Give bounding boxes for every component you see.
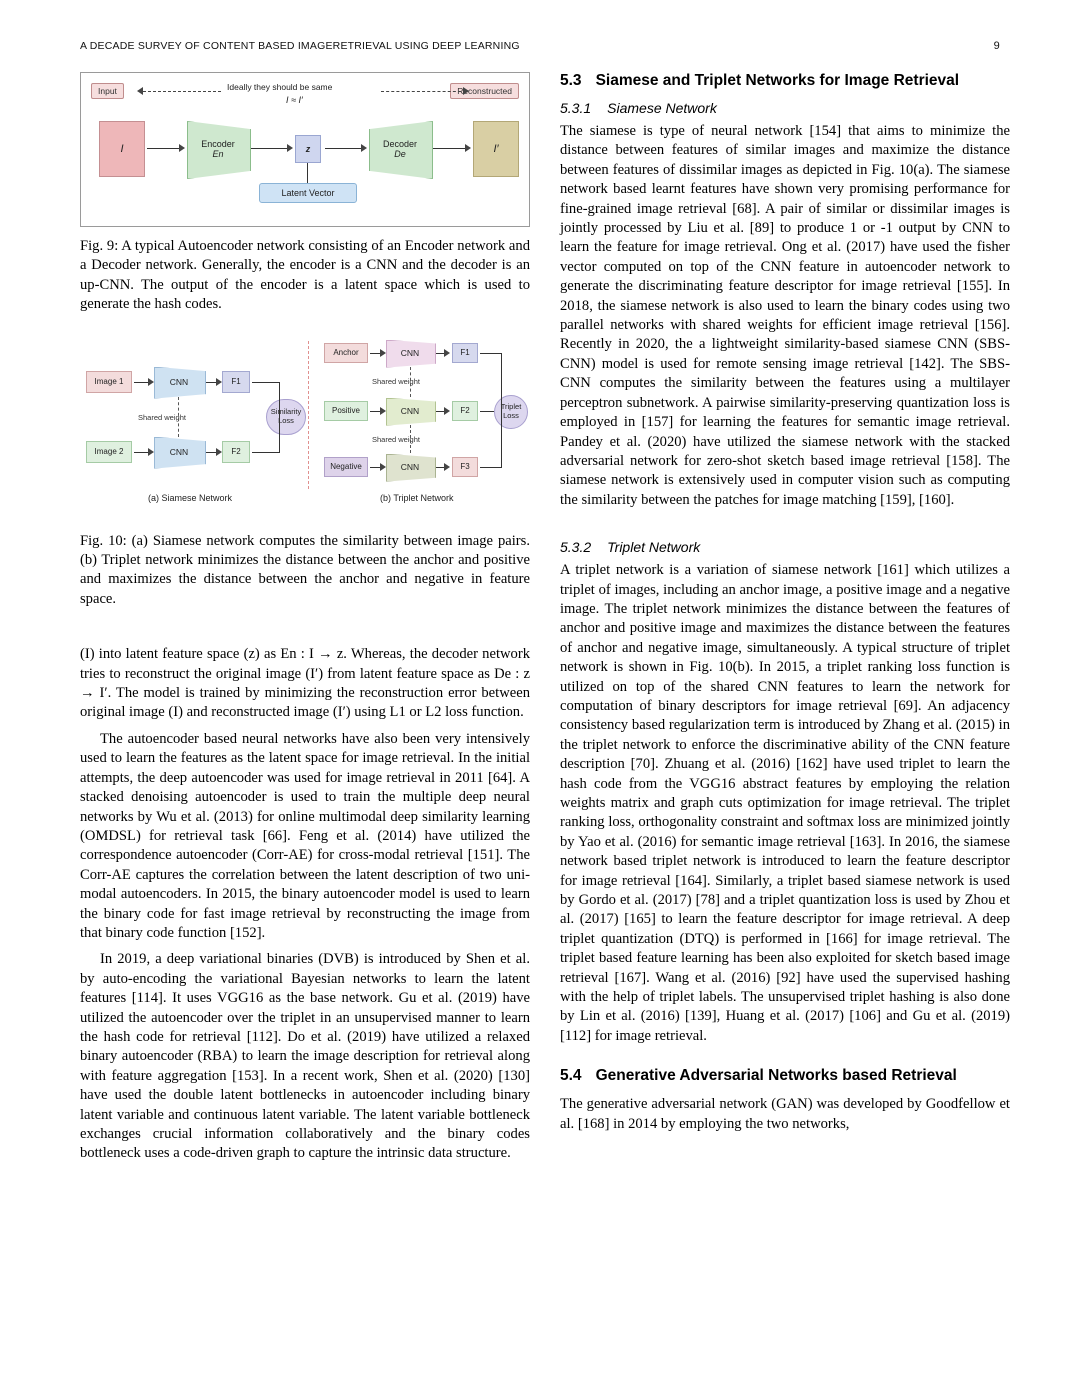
subsection-heading-5-3-1 [560,100,1010,116]
paragraph-triplet: A triplet network is a variation of siamese network [161] which utilizes a triplet of images, including an anchor image, a positive image and a negative image. The triplet network minimizes the distance between the features of anchor and positive image and maximizes the distance between the features of anchor and negative image, simultaneously. A typical structure of triplet network is shown in Fig. 10(b). In 2015, a triplet ranking loss function is utilized on top of the shared CNN features to learn the network for computation of binary descriptors for image retrieval [69]. An adjacency consistency based regularization term is introduced by Zhang et al. (2015) in the triplet network to enforce the discriminative ability of the CNN feature description [70]. Zhuang et al. (2016) [162] have used triplet to learn the hash code from the VGG16 abstract features by employing the relation weights matrix and graph cuts optimization for image retrieval. The triplet ranking loss, orthogonality constraint and softmax loss are minimized jointly by Yao et al. (2016) for semantic image retrieval [163]. In 2016, the siamese network based triplet network is introduced to learn the feature descriptor for image retrieval [164]. Similarly, a triplet based siamese network is used by Gordo et al. (2017) [78] and a triplet quantization loss is used by Zhou et al. (2017) [165] to learn the feature descriptor for image retrieval. A deep triplet quantization (DTQ) is performed in [166] for image retrieval. The triplet based feature learning has been also exploited for sketch based image retrieval [167]. Wang et al. (2016) [92] have used the supervised hashing with the help of triplet labels. The unsupervised triplet hashing is also done by Lin et al. (2016) [139], Huang et al. (2017) [106] and Gu et al. (2019) [112] for image retrieval. [560,562,1010,1044]
fig10-triplet-cnn3-label: CNN [400,461,420,472]
fig10-line-f1-loss [480,353,502,354]
section-5-3-number: 5.3 [560,72,582,89]
fig10-arrow-anchor-cnn [380,349,386,357]
fig9-encoder-label [187,131,249,167]
page-number: 9 [993,40,1000,52]
paragraph-autoencoder-math: (I) into latent feature space (z) as En : I → z. Whereas, the decoder network tries to reconstruct the original image (I′) from latent feature space as De : z → I′. The model is trained by minimizing the reconstruction error between original image (I) and reconstructed image (I′) using L1 or L2 loss function. [80,646,530,721]
fig10-triplet-f2-box: F2 [452,401,478,421]
fig10-similarity-loss-node [266,399,306,435]
fig10-triplet-f1-box: F1 [452,343,478,363]
fig10-triplet-loss-line1: Triplet [500,402,522,411]
paragraph-gan: The generative adversarial network (GAN) was developed by Goodfellow et al. [168] in 2014 by employing the two networks, [560,1096,1010,1132]
section-heading-5-3 [560,72,1010,90]
fig9-arrow-in-encoder-line [147,148,181,149]
fig10-siamese-shared-weight-label: Shared weight [138,412,186,422]
figure-9-caption: Fig. 9: A typical Autoencoder network consisting of an Encoder network and a Decoder network. Generally, the encoder is a CNN and the decoder is an up-CNN. The output of the encoder is a latent space which is used to generate the hash codes. [80,238,530,313]
fig10-divider [308,341,309,489]
right-column [560,72,1010,1171]
fig9-decoder-label [369,131,431,167]
paragraph-siamese: The siamese is type of neural network [154] that aims to minimize the distance between features of similar images and maximize the distance between features of dissimilar images as depicted in Fig. 10(a). The siamese network based learnt features have shown very promising performance for fine-grained image retrieval [68]. A pair of similar or dissimilar images is jointly processed by Liu et al. [89] to produce 1 or -1 output by CNN to learn the feature for image retrieval. Ong et al. (2017) have used the fisher vector computed on top of the CNN feature in autoencoder network to generate the discriminating feature descriptor for image retrieval [155]. In 2018, the siamese network is also used to learn the binary codes using two parallel networks with shared weights for efficient image retrieval [156]. Recently in 2020, the a lightweight similarity-based siamese CNN (SBS-CNN) model is used for remote sensing image retrieval [142]. The SBS-CNN computes the similarity between the features using a multilayer perceptron subnetwork. A pairwise similarity-preserving quantization loss is employed in [157] for learning the features for semantic image retrieval. Pandey et al. (2020) have utilized the siamese network with the stacked adversarial network for zero-shot sketch based image retrieval [158]. The siamese network is extensively used in computer vision such as computing the similarity between the patches for image matching [159], [160]. [560,123,1010,508]
fig10-siamese-cnn1-label: CNN [169,376,189,387]
fig10-triplet-cnn2-label: CNN [400,405,420,416]
fig10-siamese-f1-box: F1 [222,371,250,393]
fig10-line-f3-loss [480,467,502,468]
fig9-arrow-z-decoder-head [361,144,367,152]
fig9-arrow-z-decoder-line [325,148,363,149]
fig10-arrow-img2-cnn [148,448,154,456]
fig10-line-f2-loss [480,411,494,412]
figure-9-autoencoder-diagram [80,72,530,227]
fig10-line-loss-join [279,382,281,452]
subsection-5-3-2-number: 5.3.2 [560,539,592,556]
figure-10-siamese-triplet-diagram [80,337,530,522]
subsection-5-3-1-title: Siamese Network [607,100,717,116]
fig9-approx-label: I ≈ I′ [286,95,303,105]
fig9-input-image-box: I [99,121,145,177]
fig10-line-f1-loss [252,382,280,383]
fig9-reconstructed-tag: Reconstructed [450,83,519,99]
fig9-decoder-line2: De [394,149,406,159]
fig9-arrow-right [463,87,469,95]
fig9-encoder-line1: Encoder [201,138,235,149]
fig9-input-tag: Input [91,83,124,99]
fig10-triplet-cnn1-label: CNN [400,347,420,358]
section-heading-5-4 [560,1067,1010,1085]
fig10-arrow-cnn-f2 [444,407,450,415]
fig10-triplet-loss-node [494,395,528,429]
fig9-dash-left [143,91,221,92]
running-head [80,40,1000,58]
fig9-dash-right [381,91,461,92]
fig9-encoder-line2: En [212,149,224,159]
fig10-line-f2-loss [252,452,280,453]
fig10-subcaption-b: (b) Triplet Network [380,492,454,503]
subsection-5-3-1-number: 5.3.1 [560,100,592,116]
fig9-arrow-decoder-out-line [433,148,467,149]
fig10-triplet-share-link-2 [410,425,412,453]
two-column-body [80,72,1010,1171]
paragraph-dvb: In 2019, a deep variational binaries (DVB) is introduced by Shen et al. by auto-encoding the variational Bayesian networks to learn the latent features [114]. It uses VGG16 as the base network. Gu et al. (2019) have utilized the autoencoder over the triplet in an unsupervised manner to learn the hash code for retrieval [112]. Do et al. (2019) have utilized a relaxed binary autoencoder (RBA) to learn the image description for retrieval along with feature aggregation [153]. In a recent work, Shen et al. (2020) [130] have used the double latent bottlenecks in autoencoder including binary latent variable and continuous latent variable. The latent variable bottleneck exchanges crucial information collaboratively and the binary codes bottleneck uses a code-driven graph to capture the intrinsic data structure. [80,951,530,1162]
fig10-triplet-shared-weight-1: Shared weight [372,376,420,386]
fig10-similarity-loss-line1: Similarity [270,407,302,416]
fig10-triplet-share-link-1 [410,367,412,397]
fig10-siamese-f2-box: F2 [222,441,250,463]
running-head-title: A DECADE SURVEY OF CONTENT BASED IMAGERETRIEVAL USING DEEP LEARNING [80,40,520,52]
fig10-arrow-cnn2-f2 [216,448,222,456]
fig10-arrow-cnn1-f1 [216,378,222,386]
fig10-negative-box: Negative [324,457,368,477]
fig9-arrow-left [137,87,143,95]
fig9-arrow-decoder-out-head [465,144,471,152]
fig9-output-image-box: I′ [473,121,519,177]
fig10-arrow-img1-cnn [148,378,154,386]
fig10-arrow-negative-cnn [380,463,386,471]
section-5-4-title: Generative Adversarial Networks based Retrieval [595,1067,957,1085]
fig10-arrow-positive-cnn [380,407,386,415]
subsection-5-3-2-title: Triplet Network [607,539,701,556]
left-column [80,72,530,1171]
fig9-latent-connector [307,163,309,183]
fig9-latent-code-box: z [295,135,321,163]
fig10-anchor-box: Anchor [324,343,368,363]
fig10-siamese-cnn2-label: CNN [169,446,189,457]
subsection-heading-5-3-2 [560,539,1010,555]
fig10-positive-box: Positive [324,401,368,421]
fig10-arrow-cnn-f1 [444,349,450,357]
section-5-4-number: 5.4 [560,1067,582,1085]
fig10-arrow-cnn-f3 [444,463,450,471]
fig10-image2-box: Image 2 [86,441,132,463]
fig10-triplet-loss-line2: Loss [503,410,519,420]
fig10-triplet-f3-box: F3 [452,457,478,477]
fig9-arrow-encoder-z-line [251,148,289,149]
fig10-line-triplet-join [501,353,503,467]
fig10-similarity-loss-line2: Loss [278,415,294,425]
figure-10-caption: Fig. 10: (a) Siamese network computes the similarity between image pairs. (b) Triplet network minimizes the distance between the anchor and positive and maximizes the distance between the anchor and negative in feature space. [80,532,530,607]
fig9-arrow-encoder-z-head [287,144,293,152]
fig9-decoder-line1: Decoder [382,138,418,149]
fig10-shared-weight-link [178,397,180,437]
fig10-image1-box: Image 1 [86,371,132,393]
fig10-triplet-shared-weight-2: Shared weight [372,434,420,444]
fig9-arrow-in-encoder-head [179,144,185,152]
fig9-ideally-label: Ideally they should be same [227,82,333,92]
paragraph-autoencoder-uses: The autoencoder based neural networks have also been very intensively used to learn the features as the latent space for image retrieval. In the initial attempts, the deep autoencoder was used for image retrieval in 2011 [64]. A stacked denoising autoencoder is used to train the multiple deep neural networks by Wu et al. (2013) for online multimodal deep similarity learning (OMDSL) for retrieval task [66]. Feng et al. (2014) have utilized the correspondence autoencoder (Corr-AE) for cross-modal retrieval [151]. The Corr-AE captures the correlation between the latent description of two uni-modal autoencoders. In 2015, the binary autoencoder model is used to learn the binary code for fast image retrieval by reconstructing the image from that binary code function [152]. [80,730,530,941]
fig10-subcaption-a: (a) Siamese Network [148,492,233,503]
section-5-3-title: Siamese and Triplet Networks for Image Retrieval [595,72,960,89]
fig9-latent-vector-box: Latent Vector [259,183,357,203]
